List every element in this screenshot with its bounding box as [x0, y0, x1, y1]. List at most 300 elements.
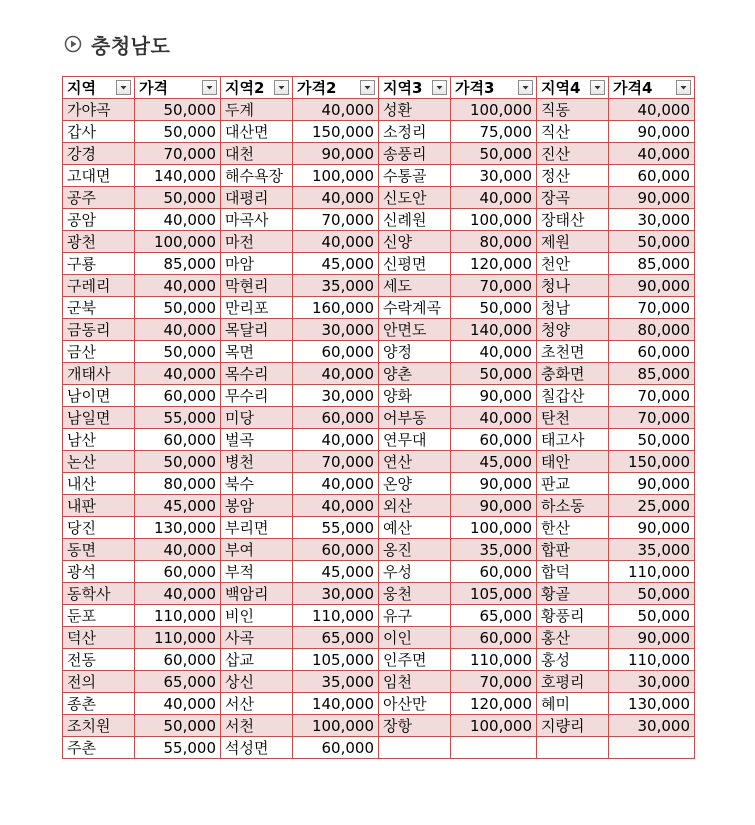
cell-region2[interactable]: 마암: [221, 253, 293, 275]
cell-region2[interactable]: 부리면: [221, 517, 293, 539]
cell-region3[interactable]: 연무대: [379, 429, 451, 451]
cell-region2[interactable]: 병천: [221, 451, 293, 473]
filter-dropdown-icon[interactable]: [518, 80, 533, 95]
cell-region2[interactable]: 봉암: [221, 495, 293, 517]
cell-region4[interactable]: 홍산: [537, 627, 609, 649]
filter-dropdown-icon[interactable]: [116, 80, 131, 95]
cell-price[interactable]: 40,000: [135, 693, 221, 715]
header-price2: [293, 77, 379, 99]
cell-price4[interactable]: 50,000: [609, 583, 695, 605]
cell-price2[interactable]: 55,000: [293, 517, 379, 539]
cell-price4[interactable]: 90,000: [609, 187, 695, 209]
cell-price2[interactable]: 35,000: [293, 671, 379, 693]
table-row: [63, 539, 695, 561]
cell-region4[interactable]: 청나: [537, 275, 609, 297]
cell-region[interactable]: 덕산: [63, 627, 135, 649]
cell-price3[interactable]: 90,000: [451, 495, 537, 517]
table-row: [63, 451, 695, 473]
cell-price[interactable]: 40,000: [135, 275, 221, 297]
cell-region[interactable]: 동면: [63, 539, 135, 561]
cell-region[interactable]: 둔포: [63, 605, 135, 627]
cell-region4[interactable]: 호평리: [537, 671, 609, 693]
cell-region3[interactable]: 연산: [379, 451, 451, 473]
cell-region[interactable]: 개태사: [63, 363, 135, 385]
cell-price3[interactable]: 35,000: [451, 539, 537, 561]
cell-price[interactable]: 55,000: [135, 407, 221, 429]
header-region: [63, 77, 135, 99]
cell-price2[interactable]: 100,000: [293, 715, 379, 737]
cell-price[interactable]: 50,000: [135, 341, 221, 363]
cell-price[interactable]: 70,000: [135, 143, 221, 165]
cell-price2[interactable]: 150,000: [293, 121, 379, 143]
cell-price2[interactable]: 40,000: [293, 473, 379, 495]
cell-price2[interactable]: 65,000: [293, 627, 379, 649]
cell-region4[interactable]: 합덕: [537, 561, 609, 583]
table-row: [63, 209, 695, 231]
cell-region[interactable]: 금동리: [63, 319, 135, 341]
cell-region[interactable]: 논산: [63, 451, 135, 473]
cell-region2[interactable]: 벌곡: [221, 429, 293, 451]
table-row: [63, 165, 695, 187]
table-row: [63, 121, 695, 143]
cell-region2[interactable]: 마곡사: [221, 209, 293, 231]
cell-price[interactable]: 80,000: [135, 473, 221, 495]
cell-price[interactable]: 110,000: [135, 605, 221, 627]
cell-price3[interactable]: 100,000: [451, 715, 537, 737]
table-row: [63, 407, 695, 429]
cell-price4[interactable]: 90,000: [609, 627, 695, 649]
cell-price[interactable]: 110,000: [135, 627, 221, 649]
cell-price4[interactable]: 50,000: [609, 605, 695, 627]
cell-region[interactable]: 구레리: [63, 275, 135, 297]
cell-price[interactable]: 45,000: [135, 495, 221, 517]
cell-price4[interactable]: 90,000: [609, 473, 695, 495]
cell-price2[interactable]: 45,000: [293, 561, 379, 583]
cell-price2[interactable]: 40,000: [293, 495, 379, 517]
table-row: [63, 693, 695, 715]
cell-region3[interactable]: 양촌: [379, 363, 451, 385]
cell-price2[interactable]: 40,000: [293, 363, 379, 385]
cell-region[interactable]: 동학사: [63, 583, 135, 605]
cell-price3[interactable]: 80,000: [451, 231, 537, 253]
header-label: 가격: [139, 79, 168, 97]
cell-price[interactable]: 130,000: [135, 517, 221, 539]
cell-price2[interactable]: 160,000: [293, 297, 379, 319]
cell-price4[interactable]: 70,000: [609, 297, 695, 319]
cell-region3[interactable]: 송풍리: [379, 143, 451, 165]
cell-price2[interactable]: 45,000: [293, 253, 379, 275]
cell-price4[interactable]: 90,000: [609, 517, 695, 539]
table-row: [63, 561, 695, 583]
cell-region4[interactable]: 장곡: [537, 187, 609, 209]
cell-region4[interactable]: 황골: [537, 583, 609, 605]
cell-price4[interactable]: 85,000: [609, 253, 695, 275]
cell-region2[interactable]: 부여: [221, 539, 293, 561]
filter-dropdown-icon[interactable]: [676, 80, 691, 95]
filter-dropdown-icon[interactable]: [360, 80, 375, 95]
cell-region3[interactable]: 장항: [379, 715, 451, 737]
table-row: [63, 627, 695, 649]
cell-region2[interactable]: 만리포: [221, 297, 293, 319]
filter-dropdown-icon[interactable]: [274, 80, 289, 95]
cell-price3[interactable]: 100,000: [451, 517, 537, 539]
cell-price3[interactable]: 90,000: [451, 473, 537, 495]
cell-region3[interactable]: [379, 737, 451, 759]
cell-price[interactable]: 50,000: [135, 187, 221, 209]
cell-region[interactable]: 군북: [63, 297, 135, 319]
cell-region2[interactable]: 목수리: [221, 363, 293, 385]
filter-dropdown-icon[interactable]: [590, 80, 605, 95]
table-row: [63, 429, 695, 451]
cell-price3[interactable]: 120,000: [451, 253, 537, 275]
table-row: [63, 671, 695, 693]
cell-region[interactable]: 전의: [63, 671, 135, 693]
cell-price3[interactable]: 120,000: [451, 693, 537, 715]
cell-region3[interactable]: 성환: [379, 99, 451, 121]
cell-region3[interactable]: 신도안: [379, 187, 451, 209]
cell-price2[interactable]: 70,000: [293, 209, 379, 231]
cell-region4[interactable]: 태안: [537, 451, 609, 473]
cell-region3[interactable]: 외산: [379, 495, 451, 517]
cell-price[interactable]: 60,000: [135, 429, 221, 451]
circle-play-icon: [64, 35, 82, 53]
cell-region3[interactable]: 신례원: [379, 209, 451, 231]
cell-price2[interactable]: 140,000: [293, 693, 379, 715]
cell-region2[interactable]: 비인: [221, 605, 293, 627]
cell-price[interactable]: 60,000: [135, 649, 221, 671]
table-row: [63, 715, 695, 737]
cell-price4[interactable]: [609, 737, 695, 759]
cell-region2[interactable]: 두계: [221, 99, 293, 121]
cell-region[interactable]: 공암: [63, 209, 135, 231]
cell-price3[interactable]: 110,000: [451, 649, 537, 671]
header-region2: [221, 77, 293, 99]
cell-price[interactable]: 40,000: [135, 539, 221, 561]
cell-region2[interactable]: 사곡: [221, 627, 293, 649]
table-body: [63, 99, 695, 759]
cell-price3[interactable]: 75,000: [451, 121, 537, 143]
cell-region2[interactable]: 백암리: [221, 583, 293, 605]
cell-region[interactable]: 가야곡: [63, 99, 135, 121]
cell-region4[interactable]: [537, 737, 609, 759]
cell-price4[interactable]: 110,000: [609, 649, 695, 671]
cell-region3[interactable]: 수락계곡: [379, 297, 451, 319]
table-row: [63, 143, 695, 165]
cell-region[interactable]: 내판: [63, 495, 135, 517]
table-row: [63, 495, 695, 517]
cell-price3[interactable]: 100,000: [451, 209, 537, 231]
cell-region2[interactable]: 서천: [221, 715, 293, 737]
cell-price4[interactable]: 40,000: [609, 99, 695, 121]
cell-region4[interactable]: 칠갑산: [537, 385, 609, 407]
cell-price2[interactable]: 40,000: [293, 429, 379, 451]
cell-price4[interactable]: 30,000: [609, 715, 695, 737]
cell-region4[interactable]: 판교: [537, 473, 609, 495]
cell-price4[interactable]: 90,000: [609, 275, 695, 297]
cell-region3[interactable]: 신평면: [379, 253, 451, 275]
cell-price3[interactable]: 60,000: [451, 429, 537, 451]
cell-region2[interactable]: 석성면: [221, 737, 293, 759]
filter-dropdown-icon[interactable]: [432, 80, 447, 95]
cell-price4[interactable]: 80,000: [609, 319, 695, 341]
table-row: [63, 319, 695, 341]
cell-price4[interactable]: 90,000: [609, 121, 695, 143]
cell-region4[interactable]: 천안: [537, 253, 609, 275]
page-title: 충청남도: [91, 33, 171, 58]
cell-price2[interactable]: 30,000: [293, 319, 379, 341]
cell-region4[interactable]: 충화면: [537, 363, 609, 385]
cell-price3[interactable]: 60,000: [451, 627, 537, 649]
cell-price2[interactable]: 30,000: [293, 583, 379, 605]
header-region3: [379, 77, 451, 99]
cell-price[interactable]: 100,000: [135, 231, 221, 253]
cell-price[interactable]: 60,000: [135, 561, 221, 583]
table-row: [63, 649, 695, 671]
table-row: [63, 297, 695, 319]
cell-price4[interactable]: 110,000: [609, 561, 695, 583]
header-label: 지역2: [225, 79, 265, 97]
cell-price[interactable]: 140,000: [135, 165, 221, 187]
cell-region4[interactable]: 정산: [537, 165, 609, 187]
cell-region3[interactable]: 양화: [379, 385, 451, 407]
cell-price3[interactable]: [451, 737, 537, 759]
cell-region4[interactable]: 한산: [537, 517, 609, 539]
cell-region2[interactable]: 서산: [221, 693, 293, 715]
cell-region3[interactable]: 온양: [379, 473, 451, 495]
cell-price[interactable]: 40,000: [135, 319, 221, 341]
cell-region[interactable]: 남산: [63, 429, 135, 451]
cell-region[interactable]: 강경: [63, 143, 135, 165]
cell-price3[interactable]: 70,000: [451, 671, 537, 693]
cell-region4[interactable]: 청남: [537, 297, 609, 319]
cell-price4[interactable]: 150,000: [609, 451, 695, 473]
header-region4: [537, 77, 609, 99]
cell-price4[interactable]: 25,000: [609, 495, 695, 517]
price-table: [62, 76, 695, 759]
cell-price2[interactable]: 90,000: [293, 143, 379, 165]
cell-price2[interactable]: 110,000: [293, 605, 379, 627]
table-row: [63, 253, 695, 275]
cell-region3[interactable]: 유구: [379, 605, 451, 627]
cell-price3[interactable]: 70,000: [451, 275, 537, 297]
cell-price2[interactable]: 60,000: [293, 737, 379, 759]
filter-dropdown-icon[interactable]: [202, 80, 217, 95]
cell-region[interactable]: 종촌: [63, 693, 135, 715]
header-price: [135, 77, 221, 99]
cell-price3[interactable]: 30,000: [451, 165, 537, 187]
cell-price4[interactable]: 130,000: [609, 693, 695, 715]
cell-region4[interactable]: 제원: [537, 231, 609, 253]
cell-region4[interactable]: 합판: [537, 539, 609, 561]
table-row: [63, 231, 695, 253]
cell-price3[interactable]: 45,000: [451, 451, 537, 473]
page-title-area: [64, 30, 170, 58]
table-row: [63, 187, 695, 209]
cell-region3[interactable]: 양정: [379, 341, 451, 363]
header-row: [63, 77, 695, 99]
cell-price4[interactable]: 50,000: [609, 429, 695, 451]
cell-price4[interactable]: 70,000: [609, 385, 695, 407]
cell-price3[interactable]: 90,000: [451, 385, 537, 407]
header-label: 가격4: [613, 79, 653, 97]
cell-price3[interactable]: 40,000: [451, 187, 537, 209]
cell-region4[interactable]: 초천면: [537, 341, 609, 363]
cell-price2[interactable]: 60,000: [293, 539, 379, 561]
cell-price2[interactable]: 35,000: [293, 275, 379, 297]
cell-region[interactable]: 남이면: [63, 385, 135, 407]
cell-region3[interactable]: 아산만: [379, 693, 451, 715]
cell-region[interactable]: 광석: [63, 561, 135, 583]
cell-price4[interactable]: 70,000: [609, 407, 695, 429]
cell-region2[interactable]: 해수욕장: [221, 165, 293, 187]
cell-price2[interactable]: 40,000: [293, 231, 379, 253]
cell-region3[interactable]: 웅천: [379, 583, 451, 605]
table-row: [63, 99, 695, 121]
cell-price3[interactable]: 40,000: [451, 407, 537, 429]
cell-region4[interactable]: 청양: [537, 319, 609, 341]
header-label: 지역: [67, 79, 96, 97]
cell-region4[interactable]: 황풍리: [537, 605, 609, 627]
cell-region4[interactable]: 태고사: [537, 429, 609, 451]
cell-price[interactable]: 50,000: [135, 99, 221, 121]
cell-region[interactable]: 전동: [63, 649, 135, 671]
cell-price3[interactable]: 60,000: [451, 561, 537, 583]
cell-price4[interactable]: 85,000: [609, 363, 695, 385]
cell-region3[interactable]: 수통골: [379, 165, 451, 187]
cell-price4[interactable]: 50,000: [609, 231, 695, 253]
cell-price[interactable]: 55,000: [135, 737, 221, 759]
cell-price[interactable]: 40,000: [135, 583, 221, 605]
cell-region2[interactable]: 부적: [221, 561, 293, 583]
cell-region[interactable]: 고대면: [63, 165, 135, 187]
table-row: [63, 363, 695, 385]
cell-price2[interactable]: 40,000: [293, 187, 379, 209]
table-row: [63, 517, 695, 539]
cell-region[interactable]: 광천: [63, 231, 135, 253]
header-label: 가격2: [297, 79, 337, 97]
cell-region[interactable]: 당진: [63, 517, 135, 539]
header-price4: [609, 77, 695, 99]
cell-region[interactable]: 공주: [63, 187, 135, 209]
cell-region4[interactable]: 진산: [537, 143, 609, 165]
cell-price3[interactable]: 40,000: [451, 341, 537, 363]
cell-region3[interactable]: 어부동: [379, 407, 451, 429]
table-row: [63, 473, 695, 495]
cell-region2[interactable]: 삽교: [221, 649, 293, 671]
table-row: [63, 737, 695, 759]
cell-region2[interactable]: 마전: [221, 231, 293, 253]
cell-region2[interactable]: 목달리: [221, 319, 293, 341]
cell-price2[interactable]: 105,000: [293, 649, 379, 671]
cell-region[interactable]: 금산: [63, 341, 135, 363]
cell-region[interactable]: 갑사: [63, 121, 135, 143]
header-label: 지역3: [383, 79, 423, 97]
cell-region[interactable]: 내산: [63, 473, 135, 495]
cell-region2[interactable]: 무수리: [221, 385, 293, 407]
cell-price[interactable]: 85,000: [135, 253, 221, 275]
cell-region2[interactable]: 미당: [221, 407, 293, 429]
header-label: 가격3: [455, 79, 495, 97]
cell-region4[interactable]: 직산: [537, 121, 609, 143]
cell-region4[interactable]: 직동: [537, 99, 609, 121]
cell-price2[interactable]: 40,000: [293, 99, 379, 121]
cell-region3[interactable]: 안면도: [379, 319, 451, 341]
cell-region2[interactable]: 대산면: [221, 121, 293, 143]
cell-region[interactable]: 주촌: [63, 737, 135, 759]
cell-price2[interactable]: 30,000: [293, 385, 379, 407]
cell-price[interactable]: 65,000: [135, 671, 221, 693]
cell-region4[interactable]: 하소동: [537, 495, 609, 517]
cell-region3[interactable]: 이인: [379, 627, 451, 649]
cell-price2[interactable]: 60,000: [293, 341, 379, 363]
table-row: [63, 275, 695, 297]
cell-region[interactable]: 남일면: [63, 407, 135, 429]
table-row: [63, 583, 695, 605]
cell-price2[interactable]: 70,000: [293, 451, 379, 473]
cell-region2[interactable]: 목면: [221, 341, 293, 363]
cell-region3[interactable]: 인주면: [379, 649, 451, 671]
cell-price[interactable]: 40,000: [135, 363, 221, 385]
cell-price3[interactable]: 50,000: [451, 363, 537, 385]
cell-region3[interactable]: 신양: [379, 231, 451, 253]
cell-price[interactable]: 50,000: [135, 715, 221, 737]
cell-region4[interactable]: 탄천: [537, 407, 609, 429]
cell-price2[interactable]: 60,000: [293, 407, 379, 429]
cell-region4[interactable]: 홍성: [537, 649, 609, 671]
cell-price4[interactable]: 60,000: [609, 341, 695, 363]
cell-region3[interactable]: 소정리: [379, 121, 451, 143]
cell-region2[interactable]: 대평리: [221, 187, 293, 209]
cell-price4[interactable]: 60,000: [609, 165, 695, 187]
cell-region2[interactable]: 대천: [221, 143, 293, 165]
cell-region4[interactable]: 장태산: [537, 209, 609, 231]
header-price3: [451, 77, 537, 99]
cell-region3[interactable]: 우성: [379, 561, 451, 583]
table-row: [63, 341, 695, 363]
cell-price[interactable]: 50,000: [135, 297, 221, 319]
cell-price4[interactable]: 30,000: [609, 209, 695, 231]
cell-price3[interactable]: 50,000: [451, 143, 537, 165]
cell-price3[interactable]: 65,000: [451, 605, 537, 627]
cell-price3[interactable]: 50,000: [451, 297, 537, 319]
cell-region2[interactable]: 상신: [221, 671, 293, 693]
cell-price4[interactable]: 35,000: [609, 539, 695, 561]
table-row: [63, 385, 695, 407]
cell-price[interactable]: 40,000: [135, 209, 221, 231]
cell-region2[interactable]: 막현리: [221, 275, 293, 297]
cell-region[interactable]: 구룡: [63, 253, 135, 275]
cell-price3[interactable]: 100,000: [451, 99, 537, 121]
cell-region4[interactable]: 지량리: [537, 715, 609, 737]
cell-region4[interactable]: 혜미: [537, 693, 609, 715]
cell-price4[interactable]: 40,000: [609, 143, 695, 165]
cell-region[interactable]: 조치원: [63, 715, 135, 737]
cell-price3[interactable]: 105,000: [451, 583, 537, 605]
cell-region3[interactable]: 세도: [379, 275, 451, 297]
cell-region3[interactable]: 옹진: [379, 539, 451, 561]
header-label: 지역4: [541, 79, 581, 97]
cell-price3[interactable]: 140,000: [451, 319, 537, 341]
cell-price4[interactable]: 30,000: [609, 671, 695, 693]
table-row: [63, 605, 695, 627]
cell-region2[interactable]: 북수: [221, 473, 293, 495]
cell-region3[interactable]: 임천: [379, 671, 451, 693]
cell-price2[interactable]: 100,000: [293, 165, 379, 187]
cell-price[interactable]: 60,000: [135, 385, 221, 407]
cell-price[interactable]: 50,000: [135, 451, 221, 473]
cell-region3[interactable]: 예산: [379, 517, 451, 539]
cell-price[interactable]: 50,000: [135, 121, 221, 143]
